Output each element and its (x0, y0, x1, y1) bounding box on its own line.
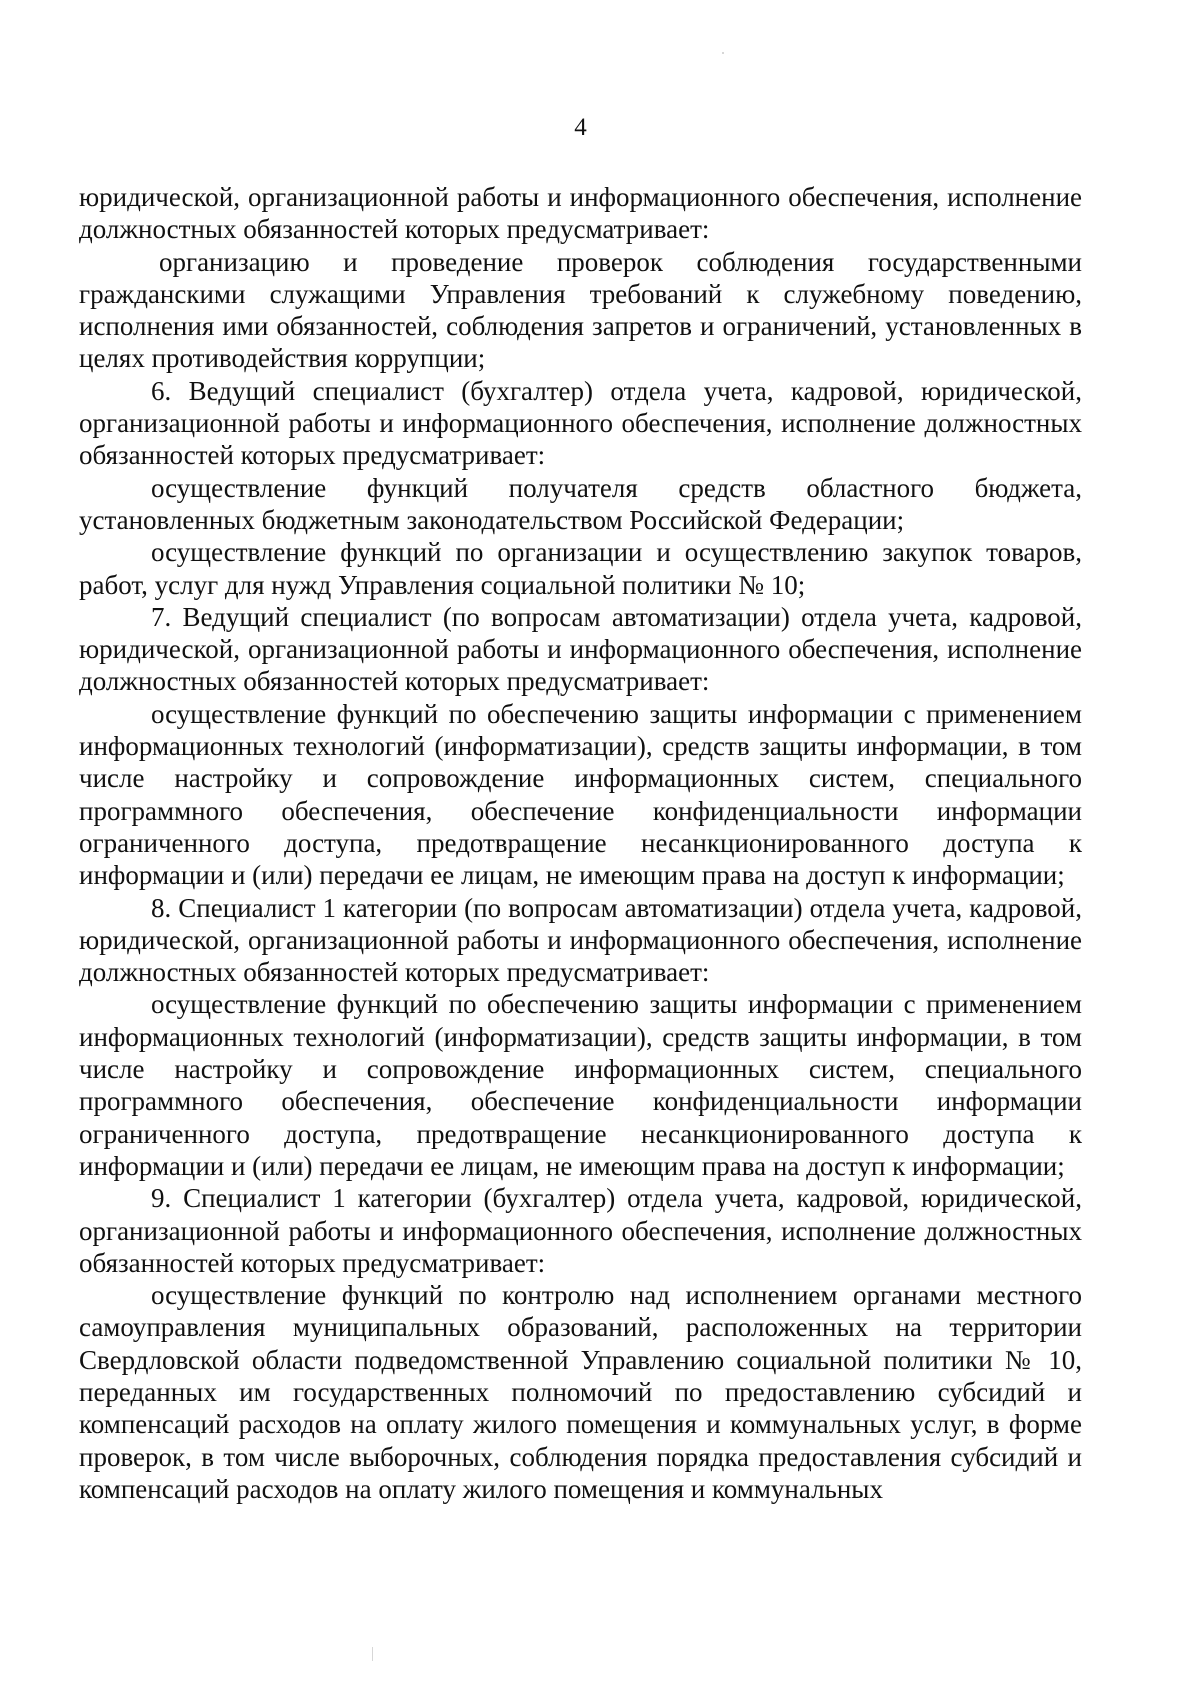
paragraph: 7. Ведущий специалист (по вопросам автоматизации) отдела учета, кадровой, юридической, организационной работы и информационного обеспечения, исполнение должностных обязанностей которых предусматривает: (79, 601, 1082, 697)
paragraph: организацию и проведение проверок соблюдения государственными гражданскими служащими Управления требований к служебному поведению, исполнения ими обязанностей, соблюдения запретов и ограничений, установленных в целях противодействия коррупции; (79, 246, 1082, 374)
page-number: 4 (574, 114, 587, 141)
paragraph: осуществление функций получателя средств областного бюджета, установленных бюджетным законодательством Российской Федерации; (79, 472, 1082, 535)
document-body (79, 181, 1082, 1505)
paragraph: осуществление функций по контролю над исполнением органами местного самоуправления муниципальных образований, расположенных на территории Свердловской области подведомственной Управлению социальной политики № 10, переданных им государственных полномочий по предоставлению субсидий и компенсаций расходов на оплату жилого помещения и коммунальных услуг, в форме проверок, в том числе выборочных, соблюдения порядка предоставления субсидий и компенсаций расходов на оплату жилого помещения и коммунальных (79, 1280, 1082, 1504)
paragraph: осуществление функций по организации и осуществлению закупок товаров, работ, услуг для нужд Управления социальной политики № 10; (79, 537, 1082, 600)
paragraph: 8. Специалист 1 категории (по вопросам автоматизации) отдела учета, кадровой, юридической, организационной работы и информационного обеспечения, исполнение должностных обязанностей которых предусматривает: (79, 892, 1082, 988)
paragraph: юридической, организационной работы и информационного обеспечения, исполнение должностных обязанностей которых предусматривает: (79, 182, 1082, 245)
paragraph: осуществление функций по обеспечению защиты информации с применением информационных технологий (информатизации), средств защиты информации, в том числе настройку и сопровождение информационных систем, специального программного обеспечения, обеспечение конфиденциальности информации ограниченного доступа, предотвращение несанкционированного доступа к информации и (или) передачи ее лицам, не имеющим права на доступ к информации; (79, 989, 1082, 1181)
scan-speck (372, 1647, 373, 1661)
paragraph: осуществление функций по обеспечению защиты информации с применением информационных технологий (информатизации), средств защиты информации, в том числе настройку и сопровождение информационных систем, специального программного обеспечения, обеспечение конфиденциальности информации ограниченного доступа, предотвращение несанкционированного доступа к информации и (или) передачи ее лицам, не имеющим права на доступ к информации; (79, 698, 1082, 891)
scan-speck (722, 52, 724, 54)
paragraph: 9. Специалист 1 категории (бухгалтер) отдела учета, кадровой, юридической, организационной работы и информационного обеспечения, исполнение должностных обязанностей которых предусматривает: (79, 1183, 1082, 1278)
paragraph: 6. Ведущий специалист (бухгалтер) отдела учета, кадровой, юридической, организационной работы и информационного обеспечения, исполнение должностных обязанностей которых предусматривает: (79, 375, 1082, 471)
